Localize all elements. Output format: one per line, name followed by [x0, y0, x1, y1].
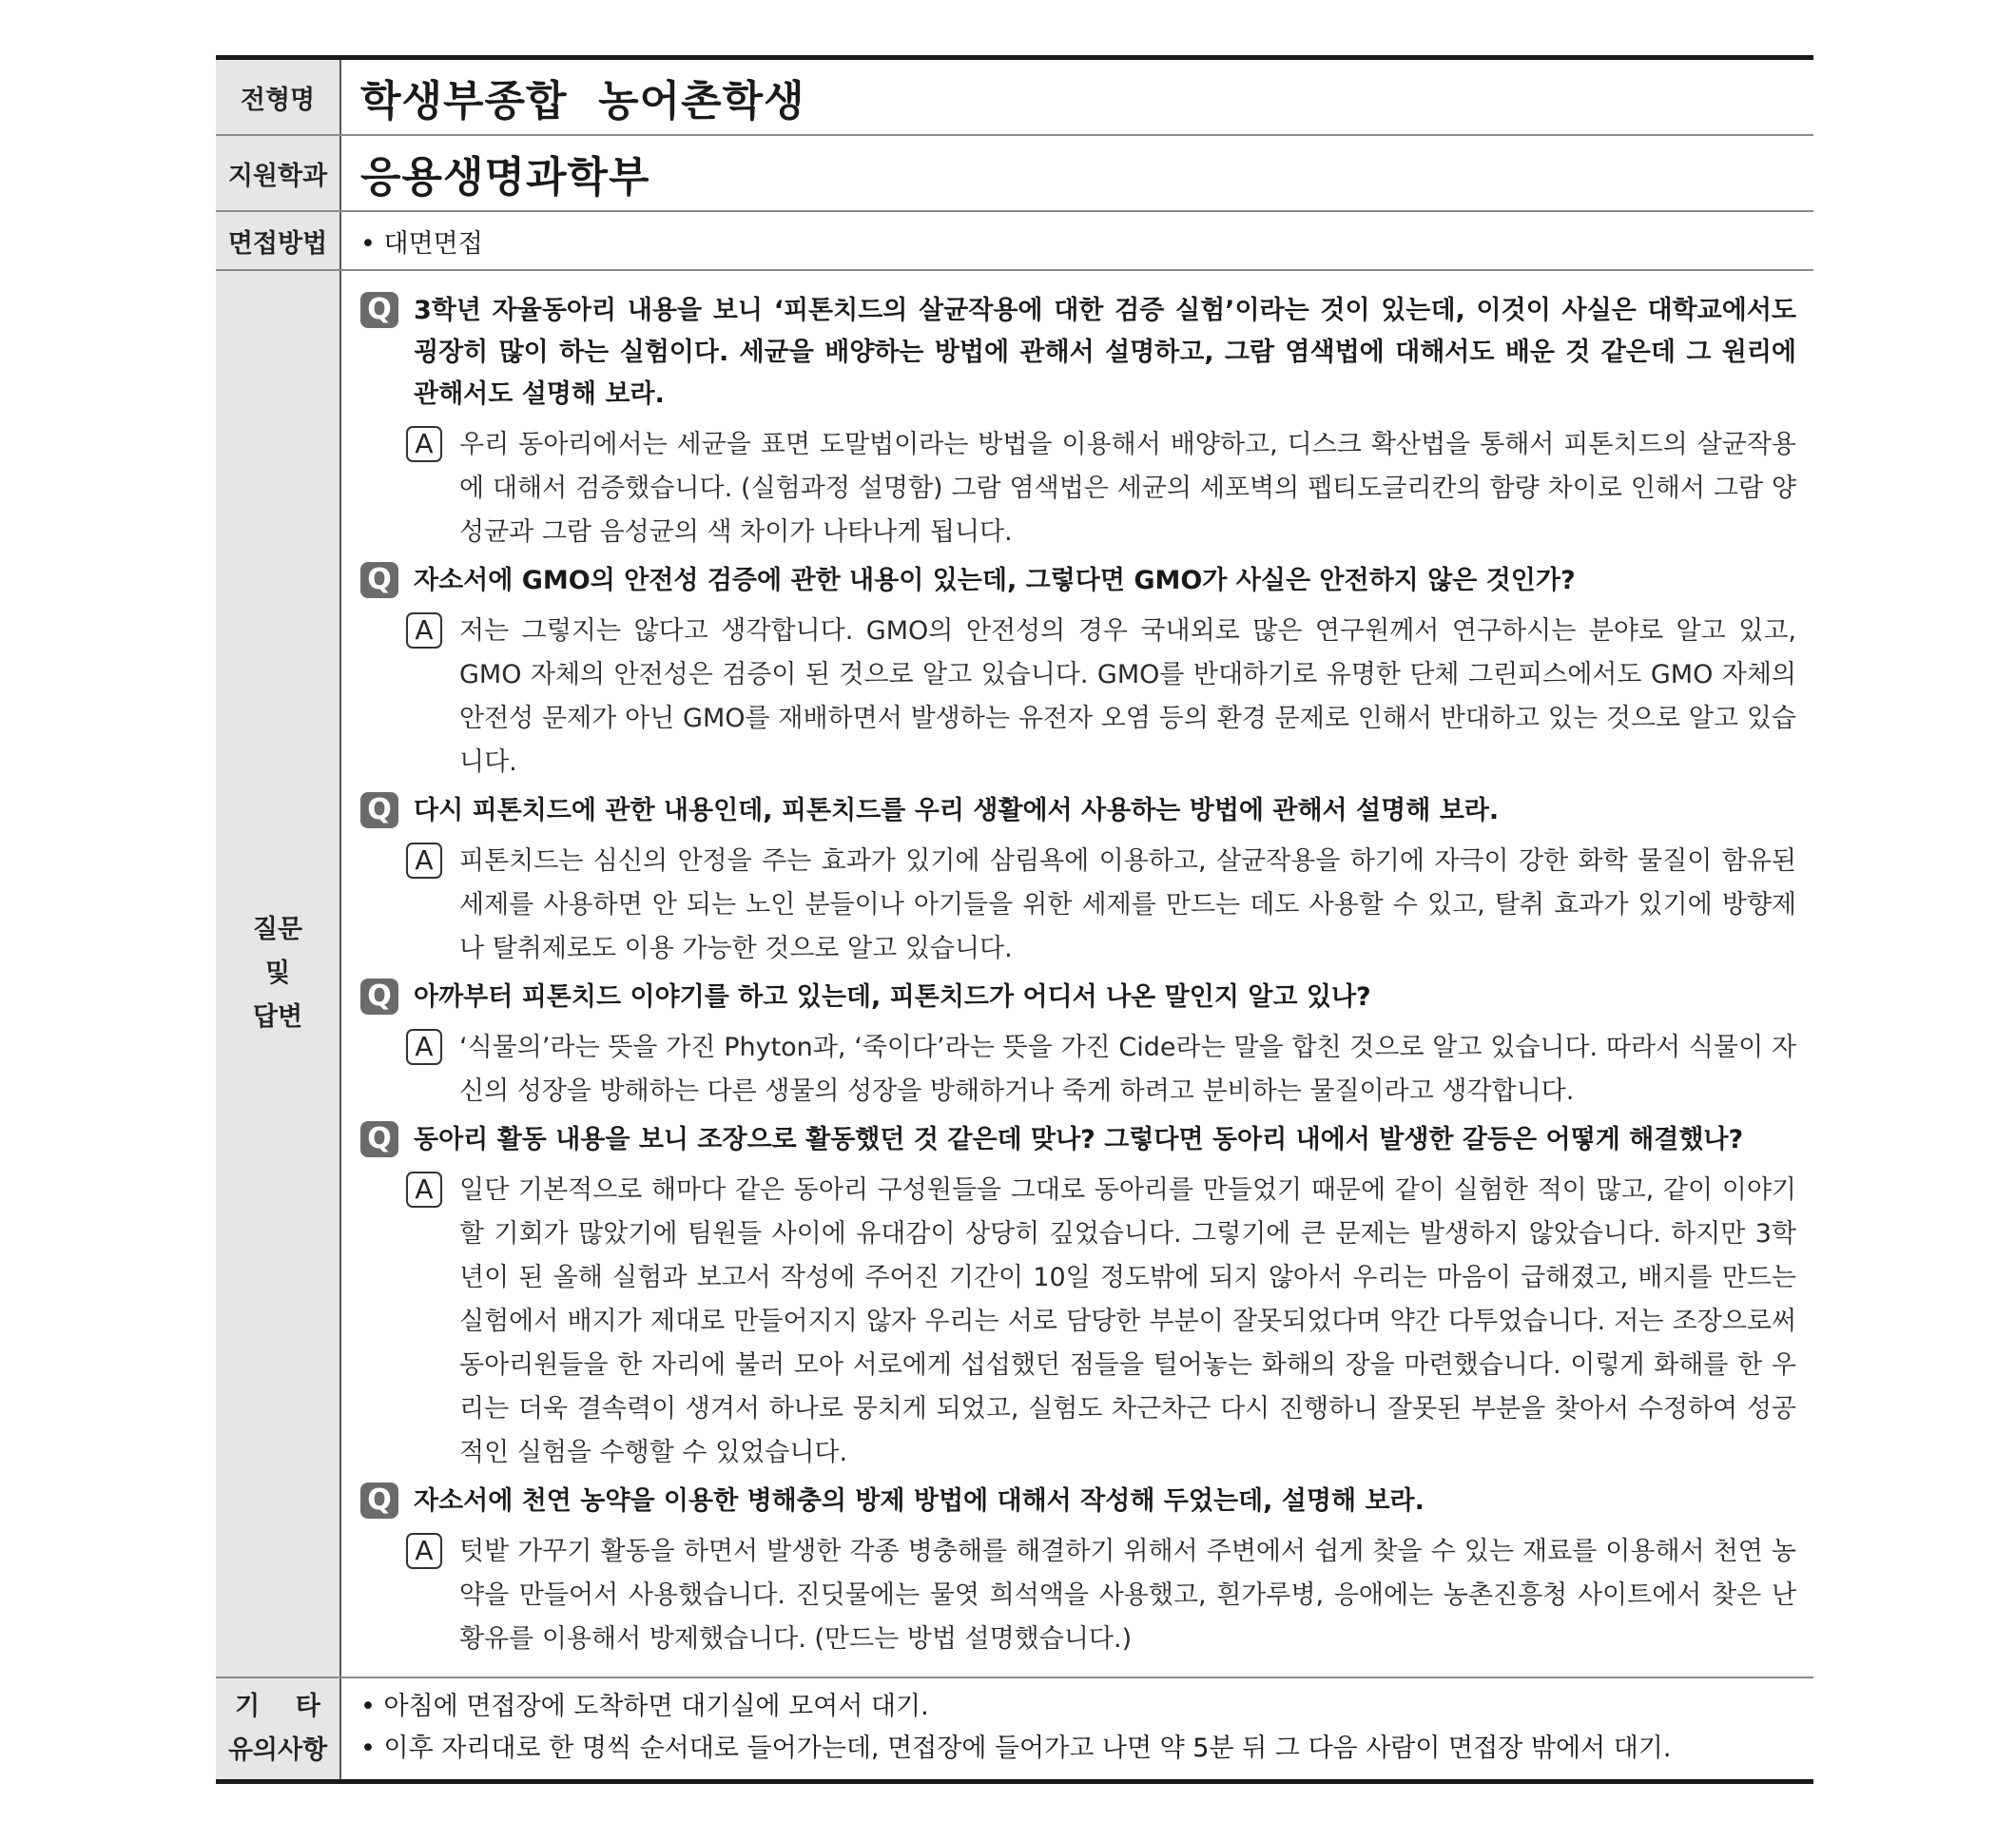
qa-item — [360, 290, 1796, 554]
answer-text: 우리 동아리에서는 세균을 표면 도말법이라는 방법을 이용해서 배양하고, 디스크 확산법을 통해서 피톤치드의 살균작용에 대해서 검증했습니다. (실험과정 설명함) 그람 염색법은 세균의 세포벽의 펩티도글리칸의 함량 차이로 인해서 그람 양성균과 그람 음성균의 색 차이가 나타나게 됩니다. — [459, 430, 1796, 547]
etc-note: • 이후 자리대로 한 명씩 순서대로 들어가는데, 면접장에 들어가고 나면 약 5분 뒤 그 다음 사람이 면접장 밖에서 대기. — [360, 1728, 1796, 1770]
department-label: 지원학과 — [216, 136, 341, 210]
interview-method-row — [216, 212, 1813, 271]
qa-item — [360, 977, 1796, 1114]
answer-text: 일단 기본적으로 해마다 같은 동아리 구성원들을 그대로 동아리를 만들었기 때문에 같이 실험한 적이 많고, 같이 이야기할 기회가 많았기에 팀원들 사이에 유대감이 상당히 깊었습니다. 그렇기에 큰 문제는 발생하지 않았습니다. 하지만 3학년이 된 올해 실험과 보고서 작성에 주어진 기간이 10일 정도밖에 되지 않아서 우리는 마음이 급해졌고, 배지를 만드는 실험에서 배지가 제대로 만들어지지 않자 우리는 서로 담당한 부분이 잘못되었다며 약간 다투었습니다. 저는 조장으로써 동아리원들을 한 자리에 불러 모아 서로에게 섭섭했던 점들을 털어놓는 화해의 장을 마련했습니다. 이렇게 화해를 한 우리는 더욱 결속력이 생겨서 하나로 뭉치게 되었고, 실험도 차근차근 다시 진행하니 잘못된 부분을 찾아서 수정하여 성공적인 실험을 수행할 수 있었습니다. — [459, 1175, 1796, 1467]
answer-badge-icon: A — [406, 843, 442, 879]
admission-type-value: 학생부종합 농어촌학생 — [360, 77, 805, 126]
qa-item — [360, 1119, 1796, 1475]
qa-item — [360, 790, 1796, 971]
etc-label-line2: 유의사항 — [227, 1735, 328, 1765]
answer — [406, 840, 1796, 971]
answer — [406, 1026, 1796, 1114]
question-text: 3학년 자율동아리 내용을 보니 ‘피톤치드의 살균작용에 대한 검증 실험’이라는 것이 있는데, 이것이 사실은 대학교에서도 굉장히 많이 하는 실험이다. 세균을 배양하는 방법에 관해서 설명하고, 그람 염색법에 대해서도 배운 것 같은데 그 원리에 관해서도 설명해 보라. — [414, 296, 1796, 409]
question-text: 아까부터 피톤치드 이야기를 하고 있는데, 피톤치드가 어디서 나온 말인지 알고 있나? — [414, 982, 1371, 1012]
question-badge-icon: Q — [360, 1121, 398, 1157]
question-badge-icon: Q — [360, 792, 398, 828]
etc-note: • 아침에 면접장에 도착하면 대기실에 모여서 대기. — [360, 1686, 1796, 1728]
answer-text: 텃밭 가꾸기 활동을 하면서 발생한 각종 병충해를 해결하기 위해서 주변에서 쉽게 찾을 수 있는 재료를 이용해서 천연 농약을 만들어서 사용했습니다. 진딧물에는 물엿 희석액을 사용했고, 흰가루병, 응애에는 농촌진흥청 사이트에서 찾은 난황유를 이용해서 방제했습니다. (만드는 방법 설명했습니다.) — [459, 1537, 1796, 1654]
answer-text: 피톤치드는 심신의 안정을 주는 효과가 있기에 삼림욕에 이용하고, 살균작용을 하기에 자극이 강한 화학 물질이 함유된 세제를 사용하면 안 되는 노인 분들이나 아기들을 위한 세제를 만드는 데도 사용할 수 있고, 탈취 효과가 있기에 방향제나 탈취제로도 이용 가능한 것으로 알고 있습니다. — [459, 846, 1796, 963]
qa-label-line3: 답변 — [252, 1002, 303, 1032]
answer — [406, 610, 1796, 785]
qa-item — [360, 1481, 1796, 1661]
answer-badge-icon: A — [406, 1029, 442, 1065]
etc-row — [216, 1678, 1813, 1779]
answer-badge-icon: A — [406, 426, 442, 462]
etc-label — [216, 1678, 341, 1779]
question — [360, 1481, 1796, 1522]
admission-type-label: 전형명 — [216, 60, 341, 134]
answer-badge-icon: A — [406, 1533, 442, 1569]
answer-badge-icon: A — [406, 1172, 442, 1208]
answer — [406, 1169, 1796, 1475]
interview-method-value — [341, 212, 1813, 269]
question-badge-icon: Q — [360, 1483, 398, 1519]
question-badge-icon: Q — [360, 562, 398, 598]
qa-label-line2: 및 — [264, 959, 291, 988]
question-text: 동아리 활동 내용을 보니 조장으로 활동했던 것 같은데 맞나? 그렇다면 동아리 내에서 발생한 갈등은 어떻게 해결했나? — [414, 1125, 1744, 1154]
interview-method-text: • 대면면접 — [360, 223, 483, 260]
question-badge-icon: Q — [360, 292, 398, 328]
answer-badge-icon: A — [406, 612, 442, 649]
answer — [406, 1530, 1796, 1661]
answer-text: 저는 그렇지는 않다고 생각합니다. GMO의 안전성의 경우 국내외로 많은 연구원께서 연구하시는 분야로 알고 있고, GMO 자체의 안전성은 검증이 된 것으로 알고 있습니다. GMO를 반대하기로 유명한 단체 그린피스에서도 GMO 자체의 안전성 문제가 아닌 GMO를 재배하면서 발생하는 유전자 오염 등의 환경 문제로 인해서 반대하고 있는 것으로 알고 있습니다. — [459, 616, 1796, 777]
qa-label-line1: 질문 — [252, 915, 303, 944]
admission-type-row — [216, 60, 1813, 136]
interview-method-label: 면접방법 — [216, 212, 341, 269]
qa-label — [216, 271, 341, 1677]
question — [360, 1119, 1796, 1161]
question — [360, 790, 1796, 832]
question — [360, 290, 1796, 416]
etc-label-line1: 기 타 — [235, 1692, 320, 1721]
etc-notes — [341, 1678, 1813, 1779]
question — [360, 977, 1796, 1018]
question-badge-icon: Q — [360, 979, 398, 1015]
answer-text: ‘식물의’라는 뜻을 가진 Phyton과, ‘죽이다’라는 뜻을 가진 Cide라는 말을 합친 것으로 알고 있습니다. 따라서 식물이 자신의 성장을 방해하는 다른 생물의 성장을 방해하거나 죽게 하려고 분비하는 물질이라고 생각합니다. — [459, 1033, 1796, 1106]
question-text: 자소서에 천연 농약을 이용한 병해충의 방제 방법에 대해서 작성해 두었는데, 설명해 보라. — [414, 1486, 1425, 1516]
department-row — [216, 136, 1813, 212]
question-text: 자소서에 GMO의 안전성 검증에 관한 내용이 있는데, 그렇다면 GMO가 사실은 안전하지 않은 것인가? — [414, 566, 1576, 595]
department-value: 응용생명과학부 — [360, 153, 650, 202]
qa-row — [216, 271, 1813, 1678]
qa-list — [341, 271, 1813, 1677]
answer — [406, 423, 1796, 554]
question — [360, 560, 1796, 602]
interview-record-table — [216, 55, 1813, 1784]
question-text: 다시 피톤치드에 관한 내용인데, 피톤치드를 우리 생활에서 사용하는 방법에 관해서 설명해 보라. — [414, 796, 1500, 825]
qa-item — [360, 560, 1796, 785]
